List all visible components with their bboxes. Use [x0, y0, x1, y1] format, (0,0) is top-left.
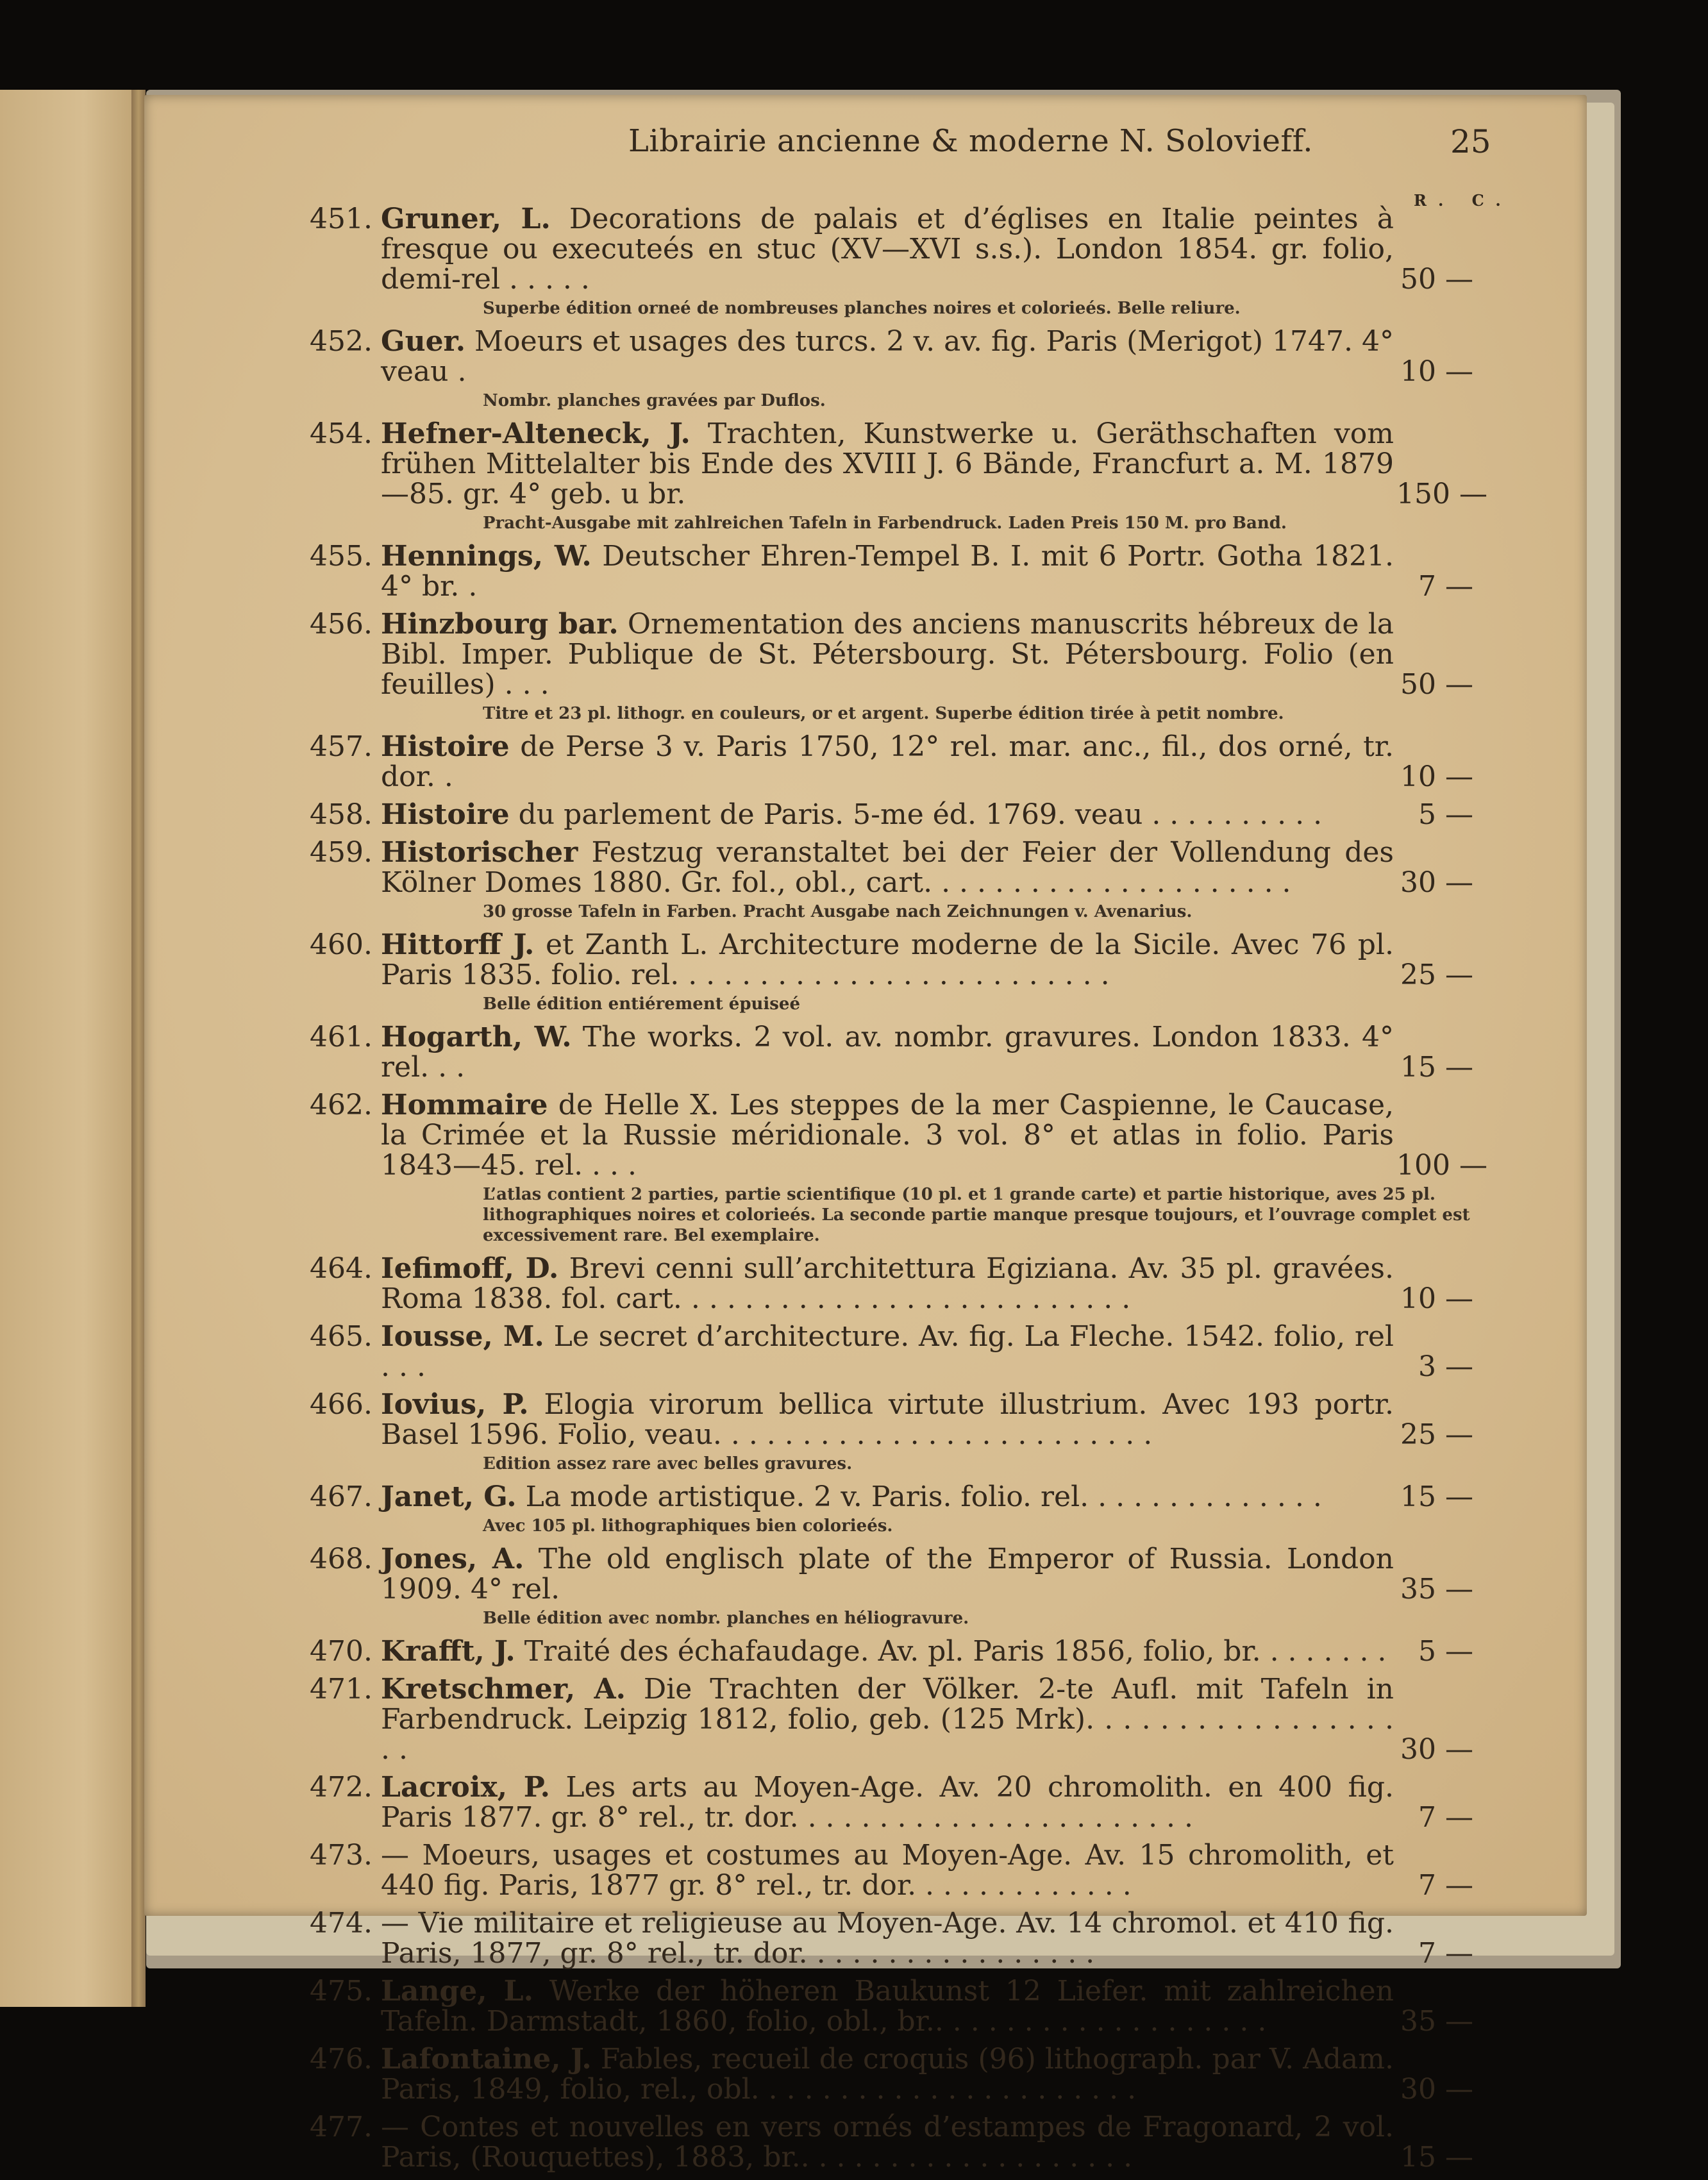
- entry-note: Titre et 23 pl. lithogr. en couleurs, or et argent. Superbe édition tirée à petit nombre.: [483, 704, 1284, 723]
- entry-text: de Perse 3 v. Paris 1750, 12° rel. mar. anc., fil., dos orné, tr. dor. .: [381, 730, 1394, 793]
- entry-author: Hommaire: [381, 1089, 548, 1121]
- entry-note: Superbe édition orneé de nombreuses planches noires et colorieés. Belle reliure.: [483, 299, 1241, 318]
- entry-author: Jones, A.: [381, 1543, 524, 1575]
- entry-text: Elogia virorum bellica virtute illustrium. Avec 193 portr. Basel 1596. Folio, veau. . . . . . . . . . . . . . . . . . . . . . . . .: [381, 1388, 1394, 1451]
- entry-description: [381, 800, 1394, 830]
- entry-author: Gruner, L.: [381, 203, 551, 235]
- entry-text: Fables, recueil de croquis (96) lithograph. par V. Adam. Paris, 1849, folio, rel., obl. . . . . . . . . . . . . . . . . . . . . .: [381, 2043, 1394, 2106]
- entry-description: [381, 1389, 1394, 1450]
- entry-price: 15 —: [1400, 2141, 1473, 2174]
- entry-text: The works. 2 vol. av. nombr. gravures. London 1833. 4° rel. . .: [381, 1021, 1394, 1084]
- entry-number: 460.: [310, 928, 373, 961]
- entry-text: de Helle X. Les steppes de la mer Caspienne, le Caucase, la Crimée et la Russie méridionale. 3 vol. 8° et atlas in folio. Paris 1843—45. rel. . . .: [381, 1089, 1394, 1182]
- entry-text: Decorations de palais et d’églises en Italie peintes à fresque ou executeés en stuc (XV—XVI s.s.). London 1854. gr. folio, demi-rel . . . . .: [381, 203, 1394, 296]
- entry-author: Hefner-Alteneck, J.: [381, 417, 691, 450]
- entry-number: 451.: [310, 203, 373, 235]
- entry-price: 100 —: [1396, 1149, 1487, 1182]
- entry-text: Werke der höheren Baukunst 12 Liefer. mit zahlreichen Tafeln. Darmstadt, 1860, folio, obl., br.. . . . . . . . . . . . . . . . . . .: [381, 1975, 1394, 2038]
- catalog-entry: [310, 1388, 1473, 1474]
- catalog-entry: [310, 417, 1487, 533]
- entry-price: 50 —: [1400, 668, 1473, 701]
- facing-page-edge: [0, 90, 140, 2007]
- entry-description: [381, 1022, 1394, 1082]
- catalog-entry: [310, 798, 1473, 831]
- entry-number: 474.: [310, 1907, 373, 1940]
- catalog-entry: [310, 1089, 1487, 1246]
- catalog-entry: [310, 1021, 1473, 1084]
- entry-description: [381, 1976, 1394, 2036]
- entry-text: Ornementation des anciens manuscrits hébreux de la Bibl. Imper. Publique de St. Pétersbourg. St. Pétersbourg. Folio (en feuilles) . . .: [381, 608, 1394, 701]
- entry-description: [381, 1321, 1394, 1382]
- entry-price: 7 —: [1418, 570, 1473, 603]
- entry-number: 475.: [310, 1975, 373, 2008]
- entry-description: [381, 2112, 1394, 2172]
- entry-text: — Contes et nouvelles en vers ornés d’estampes de Fragonard, 2 vol. Paris, (Rouquettes), 1883, br.. . . . . . . . . . . . . . . . . . .: [381, 2111, 1394, 2174]
- catalog-entry: [310, 1480, 1473, 1536]
- entry-number: 452.: [310, 325, 373, 358]
- entry-number: 471.: [310, 1673, 373, 1706]
- catalog-entry: [310, 928, 1473, 1014]
- entry-text: Les arts au Moyen-Age. Av. 20 chromolith. en 400 fig. Paris 1877. gr. 8° rel., tr. dor. . . . . . . . . . . . . . . . . . . . . . .: [381, 1771, 1394, 1834]
- entry-author: Krafft, J.: [381, 1635, 515, 1668]
- entry-description: [381, 1674, 1394, 1765]
- entry-number: 467.: [310, 1480, 373, 1513]
- entry-price: 25 —: [1400, 1418, 1473, 1451]
- entry-number: 473.: [310, 1839, 373, 1872]
- entry-author: Hennings, W.: [381, 540, 592, 573]
- entry-price: 10 —: [1400, 355, 1473, 388]
- entry-price: 5 —: [1418, 1635, 1473, 1668]
- entry-number: 456.: [310, 608, 373, 641]
- entry-description: [381, 1636, 1394, 1666]
- entry-number: 476.: [310, 2043, 373, 2075]
- entry-number: 464.: [310, 1252, 373, 1285]
- catalog-entries: [310, 203, 1487, 2180]
- book-gutter: [131, 90, 146, 2007]
- entry-number: 455.: [310, 540, 373, 573]
- entry-number: 470.: [310, 1635, 373, 1668]
- entry-description: [381, 541, 1394, 601]
- entry-number: 458.: [310, 798, 373, 831]
- entry-note: Nombr. planches gravées par Duflos.: [483, 391, 826, 410]
- entry-number: 472.: [310, 1771, 373, 1804]
- entry-price: 35 —: [1400, 2005, 1473, 2038]
- entry-price: 10 —: [1400, 1282, 1473, 1315]
- entry-note: Pracht-Ausgabe mit zahlreichen Tafeln in Farbendruck. Laden Preis 150 M. pro Band.: [483, 514, 1287, 533]
- entry-author: Iefimoff, D.: [381, 1252, 559, 1285]
- entry-text: — Vie militaire et religieuse au Moyen-Age. Av. 14 chromol. et 410 fig. Paris, 1877, gr. 8° rel., tr. dor. . . . . . . . . . . . . . . . .: [381, 1907, 1394, 1970]
- entry-author: Iousse, M.: [381, 1320, 544, 1353]
- entry-number: 454.: [310, 417, 373, 450]
- page-header: Librairie ancienne & moderne N. Solovieff.: [628, 123, 1313, 159]
- entry-number: 459.: [310, 836, 373, 869]
- entry-author: Hittorff J.: [381, 928, 535, 961]
- entry-note: Belle édition entiérement épuiseé: [483, 994, 801, 1014]
- entry-description: [381, 1254, 1394, 1314]
- entry-description: [381, 326, 1394, 387]
- entry-author: Iovius, P.: [381, 1388, 529, 1421]
- entry-number: 477.: [310, 2111, 373, 2143]
- entry-text: Traité des échafaudage. Av. pl. Paris 1856, folio, br. . . . . . . .: [515, 1635, 1387, 1668]
- catalog-entry: [310, 325, 1473, 411]
- entry-author: Lafontaine, J.: [381, 2043, 592, 2075]
- entry-author: Hogarth, W.: [381, 1021, 572, 1053]
- entry-description: [381, 609, 1394, 700]
- entry-number: 461.: [310, 1021, 373, 1053]
- entry-number: 465.: [310, 1320, 373, 1353]
- entry-description: [381, 2044, 1394, 2104]
- catalog-entry: [310, 1975, 1473, 2038]
- entry-price: 50 —: [1400, 263, 1473, 296]
- catalog-entry: [310, 540, 1473, 603]
- entry-price: 7 —: [1418, 1801, 1473, 1834]
- entry-price: 35 —: [1400, 1573, 1473, 1606]
- entry-author: Janet, G.: [381, 1480, 517, 1513]
- entry-note: L’atlas contient 2 parties, partie scientifique (10 pl. et 1 grande carte) et partie historique, aves 25 pl. lithographiques noires et colorieés. La seconde partie manque presque toujours, et l’ouvrage complet est excessivement rare. Bel exemplaire.: [483, 1185, 1470, 1245]
- entry-price: 15 —: [1400, 1051, 1473, 1084]
- entry-text: et Zanth L. Architecture moderne de la Sicile. Avec 76 pl. Paris 1835. folio. rel. . . . . . . . . . . . . . . . . . . . . . . . .: [381, 928, 1394, 991]
- catalog-entry: [310, 1839, 1473, 1902]
- entry-number: 466.: [310, 1388, 373, 1421]
- entry-author: Lacroix, P.: [381, 1771, 550, 1804]
- entry-text: — Moeurs, usages et costumes au Moyen-Age. Av. 15 chromolith, et 440 fig. Paris, 1877 gr. 8° rel., tr. dor. . . . . . . . . . . . .: [381, 1839, 1394, 1902]
- catalog-entry: [310, 203, 1473, 319]
- entry-note: Avec 105 pl. lithographiques bien colorieés.: [483, 1516, 893, 1536]
- entry-price: 15 —: [1400, 1480, 1473, 1513]
- entry-price: 7 —: [1418, 1869, 1473, 1902]
- catalog-entry: [310, 836, 1473, 922]
- entry-text: Die Trachten der Völker. 2-te Aufl. mit Tafeln in Farbendruck. Leipzig 1812, folio, geb. (125 Mrk). . . . . . . . . . . . . . . . . . .: [381, 1673, 1394, 1766]
- catalog-entry: [310, 608, 1473, 724]
- entry-text: du parlement de Paris. 5-me éd. 1769. veau . . . . . . . . . .: [509, 798, 1323, 831]
- entry-text: Festzug veranstaltet bei der Feier der Vollendung des Kölner Domes 1880. Gr. fol., obl., cart. . . . . . . . . . . . . . . . . . . . .: [381, 836, 1394, 899]
- entry-price: 30 —: [1400, 2073, 1473, 2106]
- catalog-entry: [310, 1543, 1473, 1629]
- entry-number: 462.: [310, 1089, 373, 1121]
- page-number: 25: [1450, 123, 1491, 160]
- entry-description: [381, 1544, 1394, 1604]
- entry-text: The old englisch plate of the Emperor of Russia. London 1909. 4° rel.: [381, 1543, 1394, 1606]
- catalog-entry: [310, 1635, 1473, 1668]
- entry-author: Guer.: [381, 325, 466, 358]
- entry-price: 3 —: [1418, 1350, 1473, 1383]
- entry-price: 10 —: [1400, 760, 1473, 793]
- entry-author: Historischer: [381, 836, 578, 869]
- entry-description: [381, 1840, 1394, 1900]
- entry-author: Hinzbourg bar.: [381, 608, 619, 641]
- entry-price: 30 —: [1400, 866, 1473, 899]
- catalog-entry: [310, 1320, 1473, 1383]
- entry-text: Trachten, Kunstwerke u. Geräthschaften vom frühen Mittelalter bis Ende des XVIII J. 6 Bände, Francfurt a. M. 1879—85. gr. 4° geb. u br.: [381, 417, 1394, 510]
- entry-price: 150 —: [1396, 478, 1487, 510]
- entry-author: Lange, L.: [381, 1975, 533, 2008]
- entry-price: 30 —: [1400, 1733, 1473, 1766]
- catalog-entry: [310, 1673, 1473, 1766]
- entry-description: [381, 1908, 1394, 1968]
- entry-text: La mode artistique. 2 v. Paris. folio. rel. . . . . . . . . . . . . .: [516, 1480, 1322, 1513]
- catalog-entry: [310, 1252, 1473, 1315]
- entry-author: Histoire: [381, 798, 510, 831]
- catalog-entry: [310, 1907, 1473, 1970]
- catalog-entry: [310, 1771, 1473, 1834]
- entry-price: 5 —: [1418, 798, 1473, 831]
- entry-description: [381, 1772, 1394, 1832]
- entry-description: [381, 837, 1394, 898]
- entry-description: [381, 204, 1394, 294]
- entry-price: 25 —: [1400, 959, 1473, 991]
- entry-note: Edition assez rare avec belles gravures.: [483, 1454, 853, 1473]
- entry-description: [381, 1090, 1394, 1180]
- entry-text: Deutscher Ehren-Tempel B. I. mit 6 Portr. Gotha 1821. 4° br. .: [381, 540, 1394, 603]
- currency-header: R. C.: [1414, 191, 1512, 210]
- entry-note: 30 grosse Tafeln in Farben. Pracht Ausgabe nach Zeichnungen v. Avenarius.: [483, 902, 1193, 921]
- entry-author: Histoire: [381, 730, 510, 763]
- entry-text: Moeurs et usages des turcs. 2 v. av. fig. Paris (Merigot) 1747. 4° veau .: [381, 325, 1394, 388]
- entry-author: Kretschmer, A.: [381, 1673, 626, 1706]
- catalog-entry: [310, 2043, 1473, 2106]
- entry-description: [381, 1482, 1394, 1512]
- entry-number: 457.: [310, 730, 373, 763]
- entry-description: [381, 732, 1394, 792]
- entry-number: 468.: [310, 1543, 373, 1575]
- entry-text: Brevi cenni sull’architettura Egiziana. Av. 35 pl. gravées. Roma 1838. fol. cart. . . . . . . . . . . . . . . . . . . . . . . . . .: [381, 1252, 1394, 1315]
- catalog-entry: [310, 2111, 1473, 2174]
- catalog-entry: [310, 730, 1473, 793]
- entry-text: Le secret d’architecture. Av. fig. La Fleche. 1542. folio, rel . . .: [381, 1320, 1394, 1383]
- entry-description: [381, 930, 1394, 990]
- entry-note: Belle édition avec nombr. planches en héliogravure.: [483, 1609, 969, 1628]
- entry-description: [381, 419, 1394, 509]
- entry-price: 7 —: [1418, 1937, 1473, 1970]
